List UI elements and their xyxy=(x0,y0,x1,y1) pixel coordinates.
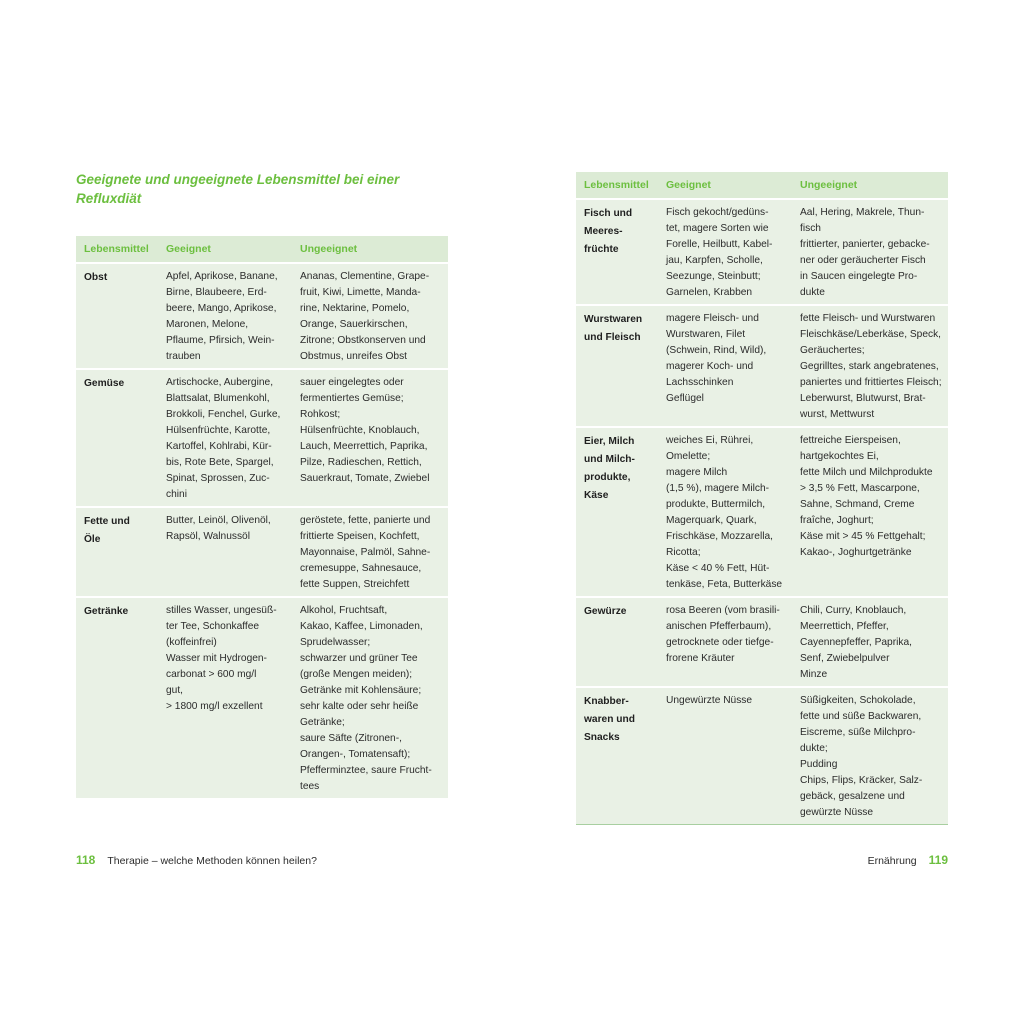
table-title-line: Geeignete und ungeeignete Lebensmittel bei einer xyxy=(76,172,400,187)
cell-line: Minze xyxy=(800,669,828,680)
cell-line: Getränke xyxy=(84,606,129,617)
column-header-lebensmittel: Lebensmittel xyxy=(576,172,658,199)
cell-line: Orange, Sauerkirschen, xyxy=(300,319,408,330)
cell-line: carbonat > 600 mg/l xyxy=(166,669,257,680)
cell-line: gut, xyxy=(166,685,183,696)
cell-line: sauer eingelegtes oder xyxy=(300,377,404,388)
cell-line: beere, Mango, Aprikose, xyxy=(166,303,277,314)
cell-line: Alkohol, Fruchtsaft, xyxy=(300,605,388,616)
cell-line: Eiscreme, süße Milchpro- xyxy=(800,727,916,738)
cell-line: und Milch- xyxy=(584,454,635,465)
cell-line: saure Säfte (Zitronen-, xyxy=(300,733,402,744)
cell-line: (Schwein, Rind, Wild), xyxy=(666,345,767,356)
cell-line: schwarzer und grüner Tee xyxy=(300,653,418,664)
table-row xyxy=(576,305,948,427)
cell-line: Hülsenfrüchte, Knoblauch, xyxy=(300,425,420,436)
cell-line: rosa Beeren (vom brasili- xyxy=(666,605,780,616)
cell-line: cremesuppe, Sahnesauce, xyxy=(300,563,422,574)
running-title-left: Therapie – welche Methoden können heilen? xyxy=(107,855,317,867)
unsuitable-cell xyxy=(792,687,948,825)
cell-line: Meerrettich, Pfeffer, xyxy=(800,621,889,632)
cell-line: Hülsenfrüchte, Karotte, xyxy=(166,425,271,436)
cell-line: Obstmus, unreifes Obst xyxy=(300,351,408,362)
cell-line: Rapsöl, Walnussöl xyxy=(166,531,250,542)
suitable-cell xyxy=(158,369,292,507)
cell-line: (große Mengen meiden); xyxy=(300,669,413,680)
cell-line: stilles Wasser, ungesüß- xyxy=(166,605,277,616)
cell-line: Orangen-, Tomatensaft); xyxy=(300,749,411,760)
suitable-cell xyxy=(158,507,292,597)
cell-line: Senf, Zwiebelpulver xyxy=(800,653,890,664)
cell-line: Käse mit > 45 % Fettgehalt; xyxy=(800,531,926,542)
cell-line: Kakao, Kaffee, Limonaden, xyxy=(300,621,423,632)
cell-line: Gegrilltes, stark angebratenes, xyxy=(800,361,939,372)
cell-line: Getränke mit Kohlensäure; xyxy=(300,685,422,696)
cell-line: produkte, xyxy=(584,472,631,483)
cell-line: fette und süße Backwaren, xyxy=(800,711,922,722)
cell-line: Wurstwaren xyxy=(584,314,643,325)
cell-line: ner oder geräucherter Fisch xyxy=(800,255,926,266)
unsuitable-cell xyxy=(292,369,448,507)
table-row xyxy=(576,427,948,597)
cell-line: dukte xyxy=(800,287,825,298)
cell-line: Pflaume, Pfirsich, Wein- xyxy=(166,335,275,346)
cell-line: (koffeinfrei) xyxy=(166,637,217,648)
cell-line: Artischocke, Aubergine, xyxy=(166,377,274,388)
cell-line: Snacks xyxy=(584,732,620,743)
column-header-ungeeignet: Ungeeignet xyxy=(792,172,948,199)
cell-line: bis, Rote Bete, Spargel, xyxy=(166,457,274,468)
category-cell xyxy=(576,199,658,305)
cell-line: Aal, Hering, Makrele, Thun- xyxy=(800,207,925,218)
cell-line: tenkäse, Feta, Butterkäse xyxy=(666,579,783,590)
cell-line: frittierte Speisen, Kochfett, xyxy=(300,531,420,542)
unsuitable-cell xyxy=(292,597,448,799)
cell-line: Kartoffel, Kohlrabi, Kür- xyxy=(166,441,272,452)
cell-line: Sprudelwasser; xyxy=(300,637,371,648)
column-header-geeignet: Geeignet xyxy=(158,236,292,263)
cell-line: Pudding xyxy=(800,759,838,770)
table-row xyxy=(576,687,948,825)
cell-line: Lachsschinken xyxy=(666,377,734,388)
cell-line: gewürzte Nüsse xyxy=(800,807,874,818)
cell-line: Chili, Curry, Knoblauch, xyxy=(800,605,907,616)
cell-line: Omelette; xyxy=(666,451,711,462)
cell-line: jau, Karpfen, Scholle, xyxy=(666,255,763,266)
cell-line: Käse < 40 % Fett, Hüt- xyxy=(666,563,770,574)
cell-line: magere Fleisch- und xyxy=(666,313,759,324)
cell-line: Kakao-, Joghurtgetränke xyxy=(800,547,912,558)
cell-line: waren und xyxy=(584,714,635,725)
cell-line: Fisch und xyxy=(584,208,633,219)
cell-line: Apfel, Aprikose, Banane, xyxy=(166,271,278,282)
cell-line: Käse xyxy=(584,490,609,501)
cell-line: fette Milch und Milchprodukte xyxy=(800,467,933,478)
cell-line: früchte xyxy=(584,244,619,255)
cell-line: Obst xyxy=(84,272,108,283)
cell-line: fette Suppen, Streichfett xyxy=(300,579,410,590)
cell-line: Eier, Milch xyxy=(584,436,635,447)
unsuitable-cell xyxy=(792,199,948,305)
cell-line: Sahne, Schmand, Creme xyxy=(800,499,915,510)
cell-line: geröstete, fette, panierte und xyxy=(300,515,431,526)
unsuitable-cell xyxy=(792,305,948,427)
cell-line: rine, Nektarine, Pomelo, xyxy=(300,303,410,314)
column-header-lebensmittel: Lebensmittel xyxy=(76,236,158,263)
cell-line: Ungewürzte Nüsse xyxy=(666,695,753,706)
cell-line: Lauch, Meerrettich, Paprika, xyxy=(300,441,428,452)
table-row xyxy=(76,369,448,507)
cell-line: Öle xyxy=(84,534,101,545)
cell-line: Geflügel xyxy=(666,393,704,404)
cell-line: Wurstwaren, Filet xyxy=(666,329,746,340)
cell-line: Geräuchertes; xyxy=(800,345,865,356)
category-cell xyxy=(576,687,658,825)
cell-line: tees xyxy=(300,781,320,792)
cell-line: fraîche, Joghurt; xyxy=(800,515,874,526)
cell-line: Leberwurst, Blutwurst, Brat- xyxy=(800,393,926,404)
unsuitable-cell xyxy=(792,427,948,597)
cell-line: magerer Koch- und xyxy=(666,361,754,372)
cell-line: Zitrone; Obstkonserven und xyxy=(300,335,426,346)
suitable-cell xyxy=(158,597,292,799)
cell-line: produkte, Buttermilch, xyxy=(666,499,766,510)
page-number-left: 118 xyxy=(76,853,96,867)
suitable-cell xyxy=(658,199,792,305)
column-header-geeignet: Geeignet xyxy=(658,172,792,199)
cell-line: paniertes und frittiertes Fleisch; xyxy=(800,377,942,388)
table-row xyxy=(576,199,948,305)
food-table-left xyxy=(76,236,448,800)
cell-line: Blattsalat, Blumenkohl, xyxy=(166,393,270,404)
cell-line: dukte; xyxy=(800,743,828,754)
cell-line: Ricotta; xyxy=(666,547,701,558)
food-table-right xyxy=(576,172,948,825)
cell-line: Pfefferminztee, saure Frucht- xyxy=(300,765,432,776)
table-title xyxy=(76,170,456,208)
suitable-cell xyxy=(158,263,292,369)
cell-line: Brokkoli, Fenchel, Gurke, xyxy=(166,409,281,420)
table-header-row xyxy=(76,236,448,263)
cell-line: trauben xyxy=(166,351,201,362)
cell-line: und Fleisch xyxy=(584,332,641,343)
cell-line: Gemüse xyxy=(84,378,125,389)
unsuitable-cell xyxy=(292,507,448,597)
category-cell xyxy=(576,427,658,597)
cell-line: hartgekochtes Ei, xyxy=(800,451,879,462)
table-row xyxy=(576,597,948,687)
cell-line: Wasser mit Hydrogen- xyxy=(166,653,267,664)
cell-line: fette Fleisch- und Wurstwaren xyxy=(800,313,936,324)
table-row xyxy=(76,597,448,799)
running-title-right: Ernährung xyxy=(867,855,917,867)
cell-line: Fette und xyxy=(84,516,130,527)
cell-line: Gewürze xyxy=(584,606,627,617)
cell-line: Fisch gekocht/gedüns- xyxy=(666,207,769,218)
cell-line: Seezunge, Steinbutt; xyxy=(666,271,761,282)
cell-line: Spinat, Sprossen, Zuc- xyxy=(166,473,270,484)
suitable-cell xyxy=(658,427,792,597)
cell-line: Frischkäse, Mozzarella, xyxy=(666,531,773,542)
cell-line: gebäck, gesalzene und xyxy=(800,791,905,802)
cell-line: fettreiche Eierspeisen, xyxy=(800,435,901,446)
category-cell xyxy=(576,597,658,687)
cell-line: Butter, Leinöl, Olivenöl, xyxy=(166,515,271,526)
cell-line: Forelle, Heilbutt, Kabel- xyxy=(666,239,773,250)
cell-line: Mayonnaise, Palmöl, Sahne- xyxy=(300,547,431,558)
cell-line: Meeres- xyxy=(584,226,623,237)
cell-line: fruit, Kiwi, Limette, Manda- xyxy=(300,287,421,298)
footer-left xyxy=(76,853,317,867)
category-cell xyxy=(76,263,158,369)
cell-line: tet, magere Sorten wie xyxy=(666,223,769,234)
suitable-cell xyxy=(658,305,792,427)
cell-line: Knabber- xyxy=(584,696,629,707)
cell-line: weiches Ei, Rührei, xyxy=(666,435,754,446)
cell-line: Fleischkäse/Leberkäse, Speck, xyxy=(800,329,941,340)
table-title-line: Refluxdiät xyxy=(76,191,142,206)
category-cell xyxy=(76,507,158,597)
category-cell xyxy=(576,305,658,427)
cell-line: Sauerkraut, Tomate, Zwiebel xyxy=(300,473,430,484)
cell-line: > 1800 mg/l exzellent xyxy=(166,701,263,712)
cell-line: Cayennepfeffer, Paprika, xyxy=(800,637,912,648)
cell-line: magere Milch xyxy=(666,467,728,478)
cell-line: Maronen, Melone, xyxy=(166,319,249,330)
cell-line: ter Tee, Schonkaffee xyxy=(166,621,260,632)
cell-line: sehr kalte oder sehr heiße xyxy=(300,701,419,712)
table-row xyxy=(76,263,448,369)
cell-line: Rohkost; xyxy=(300,409,341,420)
footer-right xyxy=(868,853,948,867)
cell-line: fermentiertes Gemüse; xyxy=(300,393,404,404)
cell-line: > 3,5 % Fett, Mascarpone, xyxy=(800,483,920,494)
suitable-cell xyxy=(658,597,792,687)
table-row xyxy=(76,507,448,597)
table-header-row xyxy=(576,172,948,199)
cell-line: frorene Kräuter xyxy=(666,653,735,664)
cell-line: Chips, Flips, Kräcker, Salz- xyxy=(800,775,923,786)
cell-line: Süßigkeiten, Schokolade, xyxy=(800,695,916,706)
cell-line: frittierter, panierter, gebacke- xyxy=(800,239,930,250)
cell-line: anischen Pfefferbaum), xyxy=(666,621,772,632)
unsuitable-cell xyxy=(792,597,948,687)
cell-line: Getränke; xyxy=(300,717,345,728)
cell-line: Ananas, Clementine, Grape- xyxy=(300,271,430,282)
cell-line: Pilze, Radieschen, Rettich, xyxy=(300,457,422,468)
cell-line: Birne, Blaubeere, Erd- xyxy=(166,287,267,298)
cell-line: in Saucen eingelegte Pro- xyxy=(800,271,918,282)
category-cell xyxy=(76,597,158,799)
cell-line: fisch xyxy=(800,223,821,234)
suitable-cell xyxy=(658,687,792,825)
category-cell xyxy=(76,369,158,507)
cell-line: wurst, Mettwurst xyxy=(800,409,875,420)
cell-line: Garnelen, Krabben xyxy=(666,287,753,298)
cell-line: getrocknete oder tiefge- xyxy=(666,637,774,648)
unsuitable-cell xyxy=(292,263,448,369)
cell-line: Magerquark, Quark, xyxy=(666,515,757,526)
page-number-right: 119 xyxy=(928,853,948,867)
cell-line: (1,5 %), magere Milch- xyxy=(666,483,770,494)
column-header-ungeeignet: Ungeeignet xyxy=(292,236,448,263)
cell-line: chini xyxy=(166,489,187,500)
